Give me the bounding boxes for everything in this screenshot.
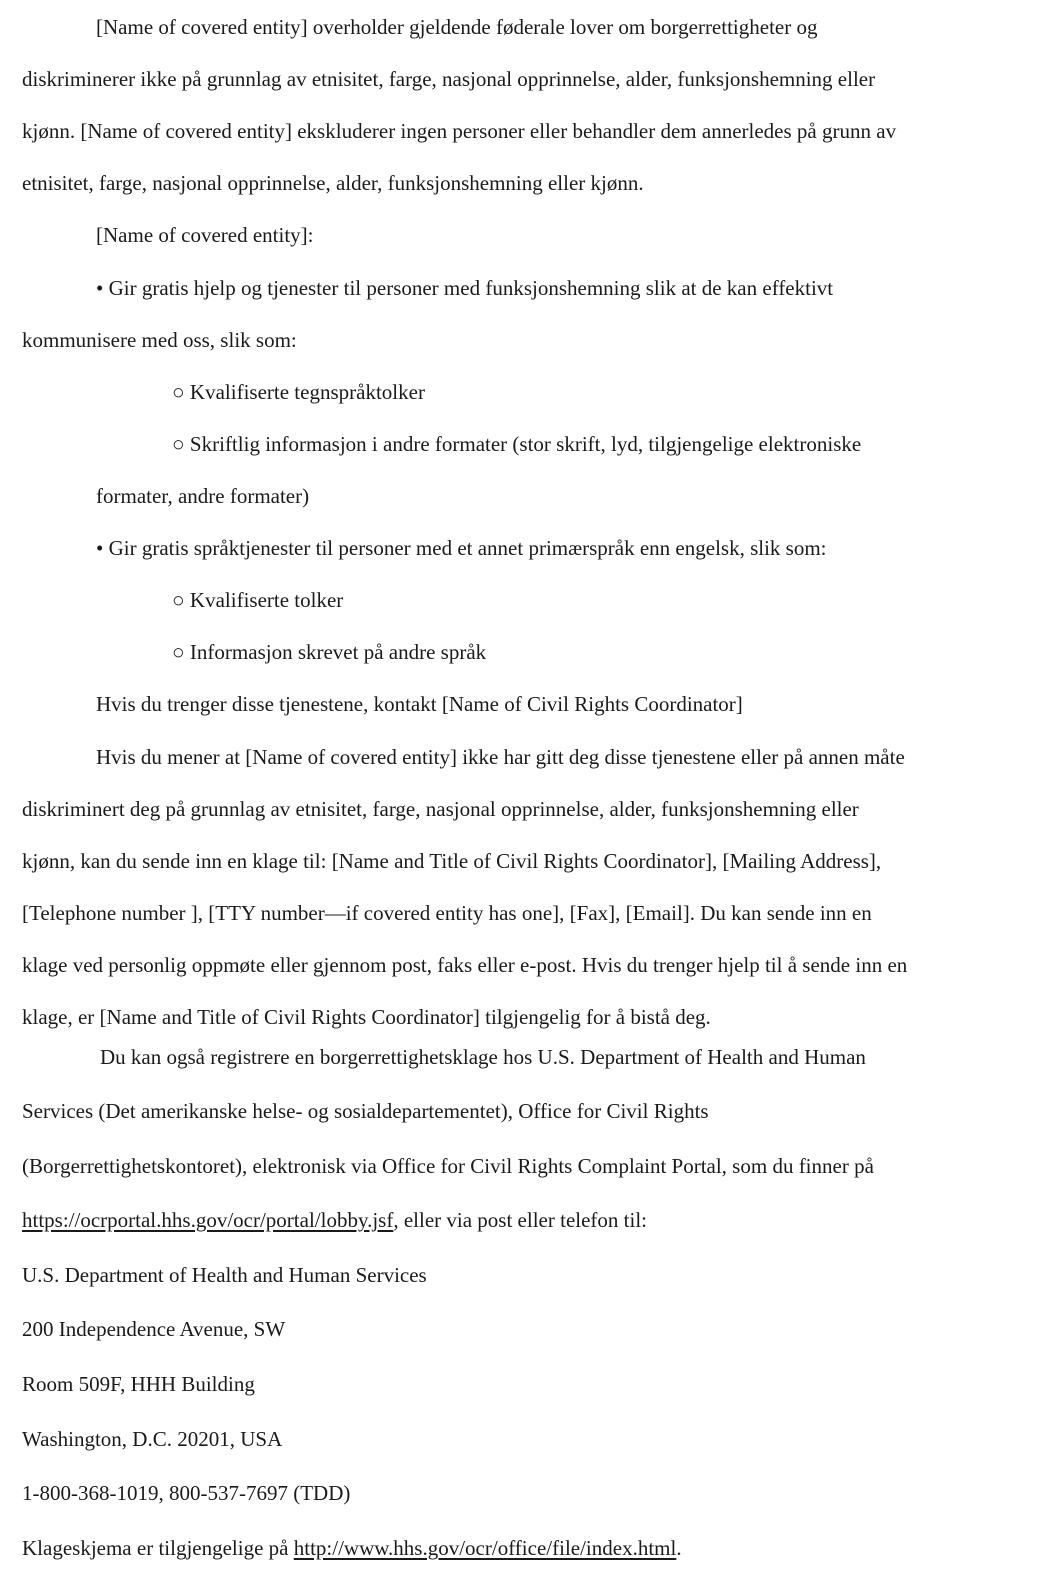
paragraph-1-line-2: diskriminerer ikke på grunnlag av etnisitet, farge, nasjonal opprinnelse, alder, funksjonshemning eller bbox=[22, 67, 876, 91]
bullet-2-sub-item-2: ○ Informasjon skrevet på andre språk bbox=[172, 640, 487, 664]
forms-line-lead: Klageskjema er tilgjengelige på bbox=[22, 1536, 294, 1560]
paragraph-2-line-6: klage, er [Name and Title of Civil Rights Coordinator] tilgjengelig for å bistå deg. bbox=[22, 1005, 711, 1029]
forms-line bbox=[22, 1535, 682, 1561]
bullet-1-line-2: kommunisere med oss, slik som: bbox=[22, 328, 297, 352]
address-line-3: Room 509F, HHH Building bbox=[22, 1372, 255, 1396]
complaint-forms-link[interactable]: http://www.hhs.gov/ocr/office/file/index.html bbox=[293, 1536, 677, 1560]
bullet-1-sub-item-2-line-1: ○ Skriftlig informasjon i andre formater (stor skrift, lyd, tilgjengelige elektroniske bbox=[172, 432, 862, 456]
portal-line bbox=[22, 1207, 647, 1233]
bullet-2-sub-item-1: ○ Kvalifiserte tolker bbox=[172, 588, 344, 612]
portal-line-tail: , eller via post eller telefon til: bbox=[393, 1208, 648, 1232]
paragraph-1-line-4: etnisitet, farge, nasjonal opprinnelse, alder, funksjonshemning eller kjønn. bbox=[22, 171, 644, 195]
bullet-1-sub-item-1: ○ Kvalifiserte tegnspråktolker bbox=[172, 380, 425, 404]
paragraph-1-line-1: [Name of covered entity] overholder gjeldende føderale lover om borgerrettigheter og bbox=[96, 15, 818, 39]
bullet-1-sub-item-2-line-2: formater, andre formater) bbox=[96, 484, 310, 508]
address-line-4: Washington, D.C. 20201, USA bbox=[22, 1427, 283, 1451]
forms-line-tail: . bbox=[676, 1536, 682, 1560]
ocr-portal-link[interactable]: https://ocrportal.hhs.gov/ocr/portal/lobby.jsf bbox=[22, 1208, 394, 1232]
paragraph-3-line-1: Du kan også registrere en borgerrettighetsklage hos U.S. Department of Health and Human bbox=[100, 1045, 866, 1069]
paragraph-2-line-2: diskriminert deg på grunnlag av etnisitet, farge, nasjonal opprinnelse, alder, funksjonshemning eller bbox=[22, 797, 859, 821]
paragraph-3-line-3: (Borgerrettighetskontoret), elektronisk via Office for Civil Rights Complaint Portal, som du finner på bbox=[22, 1154, 874, 1178]
paragraph-3-line-2: Services (Det amerikanske helse- og sosialdepartementet), Office for Civil Rights bbox=[22, 1099, 709, 1123]
entity-heading: [Name of covered entity]: bbox=[96, 223, 314, 247]
address-line-2: 200 Independence Avenue, SW bbox=[22, 1317, 286, 1341]
phone-line: 1-800-368-1019, 800-537-7697 (TDD) bbox=[22, 1481, 351, 1505]
bullet-2: • Gir gratis språktjenester til personer med et annet primærspråk enn engelsk, slik som: bbox=[96, 536, 827, 560]
bullet-1-line-1: • Gir gratis hjelp og tjenester til personer med funksjonshemning slik at de kan effektivt bbox=[96, 276, 834, 300]
paragraph-2-line-3: kjønn, kan du sende inn en klage til: [Name and Title of Civil Rights Coordinator], [Mailing Address], bbox=[22, 849, 882, 873]
paragraph-1-line-3: kjønn. [Name of covered entity] ekskluderer ingen personer eller behandler dem annerledes på grunn av bbox=[22, 119, 897, 143]
paragraph-2-line-5: klage ved personlig oppmøte eller gjennom post, faks eller e-post. Hvis du trenger hjelp til å sende inn en bbox=[22, 953, 908, 977]
address-line-1: U.S. Department of Health and Human Services bbox=[22, 1263, 427, 1287]
contact-line: Hvis du trenger disse tjenestene, kontakt [Name of Civil Rights Coordinator] bbox=[96, 692, 743, 716]
paragraph-2-line-4: [Telephone number ], [TTY number—if covered entity has one], [Fax], [Email]. Du kan sende inn en bbox=[22, 901, 872, 925]
paragraph-2-line-1: Hvis du mener at [Name of covered entity] ikke har gitt deg disse tjenestene eller på annen måte bbox=[96, 745, 905, 769]
